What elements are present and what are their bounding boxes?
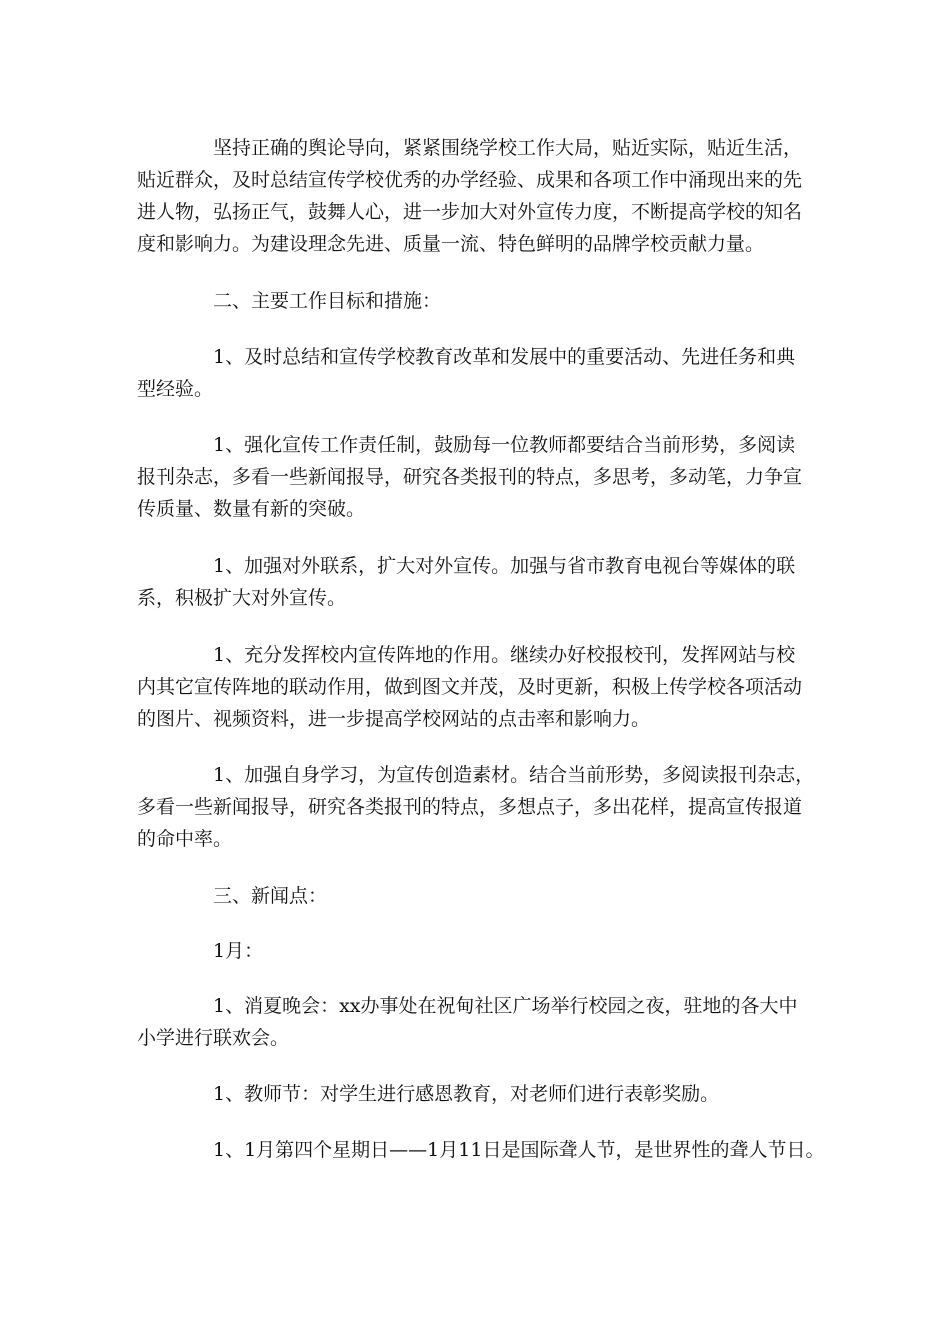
month-heading — [137, 935, 829, 967]
text-line: 报刊杂志，多看一些新闻报导，研究各类报刊的特点，多思考，多动笔，力争宣 — [137, 466, 803, 488]
section-heading-news — [137, 880, 829, 912]
paragraph-intro — [137, 132, 829, 260]
text-line: 传质量、数量有新的突破。 — [137, 498, 366, 520]
text-line: 1、教师节：对学生进行感恩教育，对老师们进行表彰奖励。 — [213, 1083, 720, 1105]
text-line: 型经验。 — [137, 378, 214, 400]
section-heading-goals — [137, 285, 829, 317]
text-line: 1、消夏晚会：xx办事处在祝甸社区广场举行校园之夜，驻地的各大中 — [213, 995, 798, 1017]
text-line: 系，积极扩大对外宣传。 — [137, 587, 347, 609]
text-line: 1、加强对外联系，扩大对外宣传。加强与省市教育电视台等媒体的联 — [213, 555, 796, 577]
text-line: 小学进行联欢会。 — [137, 1027, 290, 1049]
text-line: 的命中率。 — [137, 828, 233, 850]
text-line: 1、强化宣传工作责任制，鼓励每一位教师都要结合当前形势，多阅读 — [213, 434, 796, 456]
paragraph-item — [137, 639, 829, 735]
text-line: 1、1月第四个星期日——1月11日是国际聋人节，是世界性的聋人节日。 — [213, 1139, 825, 1161]
text-line: 二、主要工作目标和措施： — [213, 290, 442, 312]
paragraph-item — [137, 341, 829, 405]
text-line: 1、充分发挥校内宣传阵地的作用。继续办好校报校刊，发挥网站与校 — [213, 644, 796, 666]
text-line: 坚持正确的舆论导向，紧紧围绕学校工作大局，贴近实际，贴近生活， — [213, 137, 803, 159]
text-line: 1、及时总结和宣传学校教育改革和发展中的重要活动、先进任务和典 — [213, 346, 796, 368]
text-line: 进人物，弘扬正气，鼓舞人心，进一步加大对外宣传力度，不断提高学校的知名 — [137, 201, 803, 223]
text-line: 1月： — [213, 940, 264, 962]
text-line: 内其它宣传阵地的联动作用，做到图文并茂，及时更新，积极上传学校各项活动 — [137, 676, 803, 698]
text-line: 度和影响力。为建设理念先进、质量一流、特色鲜明的品牌学校贡献力量。 — [137, 233, 765, 255]
text-line: 三、新闻点： — [213, 885, 328, 907]
text-line: 1、加强自身学习，为宣传创造素材。结合当前形势，多阅读报刊杂志， — [213, 764, 815, 786]
paragraph-item — [137, 550, 829, 614]
paragraph-item — [137, 1134, 829, 1166]
paragraph-item — [137, 759, 829, 855]
paragraph-item — [137, 429, 829, 525]
paragraph-item — [137, 1078, 829, 1110]
paragraph-item — [137, 990, 829, 1054]
text-line: 多看一些新闻报导，研究各类报刊的特点，多想点子，多出花样，提高宣传报道 — [137, 796, 803, 818]
text-line: 贴近群众，及时总结宣传学校优秀的办学经验、成果和各项工作中涌现出来的先 — [137, 169, 803, 191]
text-line: 的图片、视频资料，进一步提高学校网站的点击率和影响力。 — [137, 708, 651, 730]
